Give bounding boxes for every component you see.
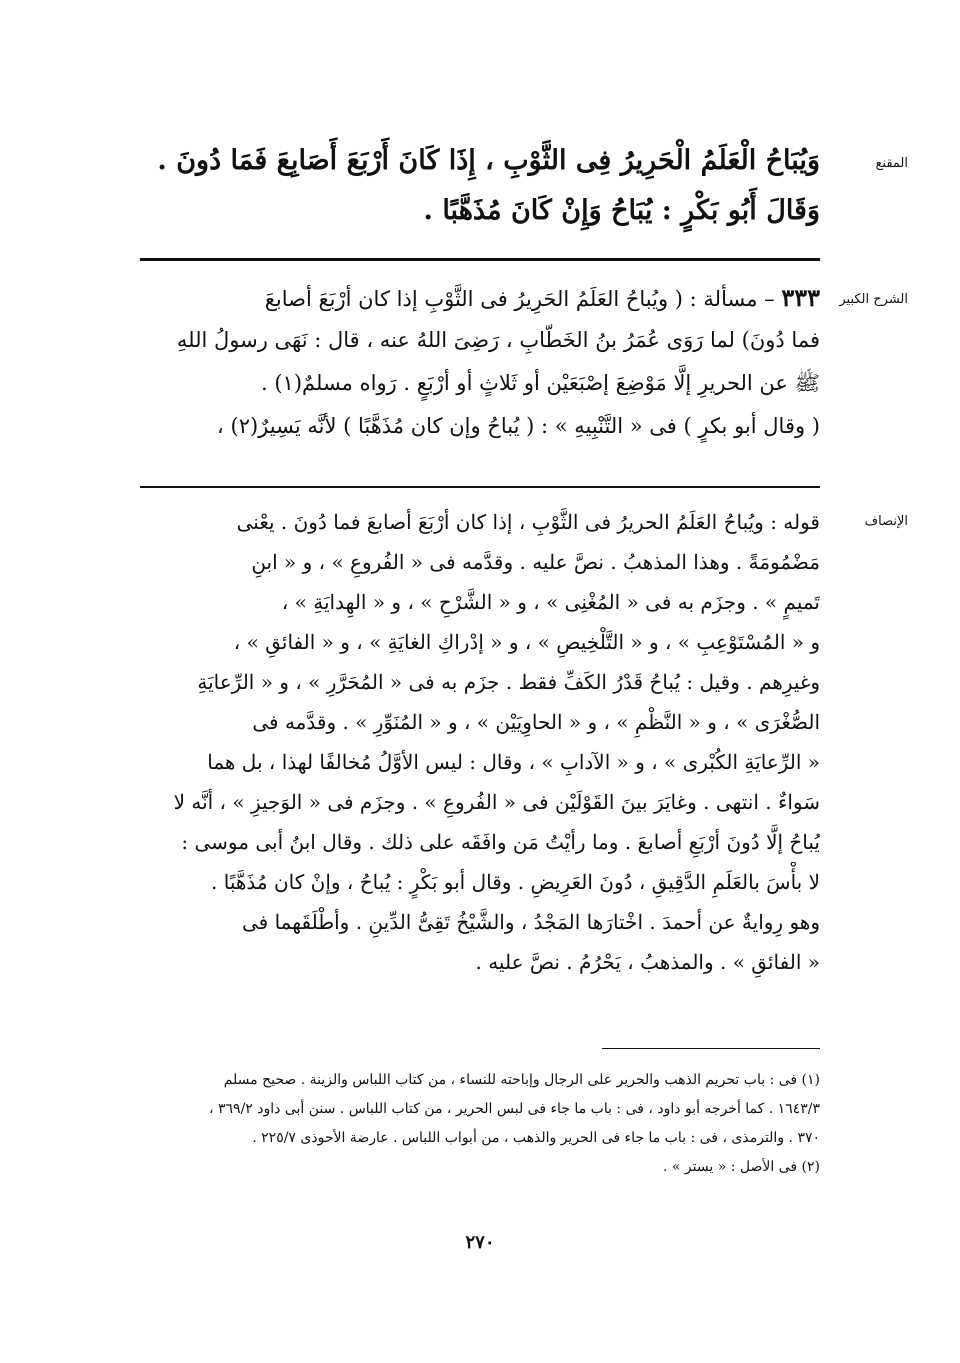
insaf-line: وغيرِهم . وقيل : يُباحُ قَدْرُ الكَفِّ فقط . جزَم به فى « المُحَرَّرِ » ، و « الرِّعايَةِ	[197, 670, 820, 694]
footnote-line: (١) فى : باب تحريم الذهب والحرير على الرجال وإباحته للنساء ، من كتاب اللباس والزينة . صحيح مسلم	[223, 1072, 820, 1088]
insaf-line: مَضْمُومَةً . وهذا المذهبُ . نصَّ عليه . وقدَّمه فى « الفُروعِ » ، و « ابنِ	[251, 550, 820, 574]
sharh-line: ﷺ عن الحريرِ إلَّا مَوْضِعَ إصْبَعَيْن أو ثَلاثٍ أو أرْبَعٍ . رَواه مسلمٌ(١) .	[261, 371, 820, 395]
muqni-text	[140, 136, 820, 236]
insaf-line: سَواءٌ . انتهى . وغايَرَ بينَ القَوْلَيْن فى « الفُروعِ » . وجزَم فى « الوَجيزِ » ، أنَّه لا	[173, 790, 820, 814]
insaf-line: الصُّغْرَى » ، و « النَّظْمِ » ، و « الحاوِيَيْن » ، و « المُنَوِّرِ » . وقدَّمه فى	[252, 710, 820, 734]
footnote-line: ٣٧٠ . والترمذى ، فى : باب ما جاء فى الحرير والذهب ، من أبواب اللباس . عارضة الأحوذى ٢٢٥/٧ .	[252, 1130, 820, 1146]
sharh-line: ( وقال أبو بكرٍ ) فى « التَّنْبِيهِ » : ( يُباحُ وإن كان مُذَهَّبًا ) لأنَّه يَسِيرٌ(٢) ،	[217, 414, 820, 438]
page-number: ٢٧٠	[465, 1232, 495, 1253]
muqni-line: وَيُبَاحُ الْعَلَمُ الْحَرِيرُ فِى الثَّوْبِ ، إِذَا كَانَ أَرْبَعَ أَصَابِعَ فَمَا دُونَ .	[157, 145, 820, 176]
sharh-label: الشرح الكبير	[839, 292, 908, 307]
muqni-line: وَقَالَ أَبُو بَكْرٍ : يُبَاحُ وَإِنْ كَانَ مُذَهَّبًا .	[423, 195, 820, 226]
footnote-line: ١٦٤٣/٣ . كما أخرجه أبو داود ، فى : باب ما جاء فى لبس الحرير ، من كتاب اللباس . سنن أبى داود ٣٦٩/٢ ،	[209, 1101, 820, 1117]
sharh-first-line	[140, 276, 820, 319]
footnote-divider	[602, 1048, 820, 1049]
insaf-line: قوله : ويُباحُ العَلَمُ الحريرُ فى الثَّوْبِ ، إذا كان أرْبَعَ أصابعَ فما دُونَ . يعْنى	[236, 510, 820, 534]
issue-number: ٣٣٣	[781, 283, 820, 312]
section-divider	[140, 486, 820, 488]
insaf-line: و « المُسْتَوْعِبِ » ، و « التَّلْخِيصِ » ، و « إدْراكِ الغايَةِ » ، و « الفائقِ » ،	[233, 630, 820, 654]
insaf-line: تَميمٍ » . وجزَم به فى « المُغْنِى » ، و « الشَّرْحِ » ، و « الهِدايَةِ » ،	[281, 590, 820, 614]
footnote-line: (٢) فى الأصل : « يستر » .	[663, 1159, 820, 1175]
sharh-line: – مسألة : ( ويُباحُ العَلَمُ الحَرِيرُ فى الثَّوْبِ إذا كان أرْبَعَ أصابعَ	[264, 287, 775, 311]
insaf-line: وهو رِوايةٌ عن أحمدَ . اخْتارَها المَجْدُ ، والشَّيْخُ تَقِىُّ الدِّينِ . وأطْلَقَهما فى	[242, 910, 820, 934]
insaf-line: لا بأْسَ بالعَلَمِ الدَّقِيقِ ، دُونَ العَرِيضِ . وقال أبو بَكْرٍ : يُباحُ ، وإنْ كان مُذَهَّبًا .	[211, 870, 820, 894]
sharh-line: فما دُونَ) لما رَوَى عُمَرُ بنُ الخَطّابِ ، رَضِىَ اللهُ عنه ، قال : نَهَى رسولُ اللهِ	[176, 328, 820, 352]
sharh-text	[140, 276, 820, 448]
footnotes	[140, 1066, 820, 1182]
insaf-line: « الرِّعايَةِ الكُبْرى » ، و « الآدابِ » ، وقال : ليس الأوَّلُ مُخالفًا لهذا ، بل هما	[207, 750, 820, 774]
muqni-label: المقنع	[875, 156, 908, 171]
insaf-text	[140, 502, 820, 982]
insaf-label: الإنصاف	[864, 514, 908, 529]
insaf-line: يُباحُ إلَّا دُونَ أرْبَعِ أصابعَ . وما رأيْتُ مَن وافَقَه على ذلك . وقال ابنُ أبى موسى :	[181, 830, 820, 854]
insaf-line: « الفائقِ » . والمذهبُ ، يَحْرُمُ . نصَّ عليه .	[475, 950, 820, 974]
section-divider	[140, 258, 820, 261]
